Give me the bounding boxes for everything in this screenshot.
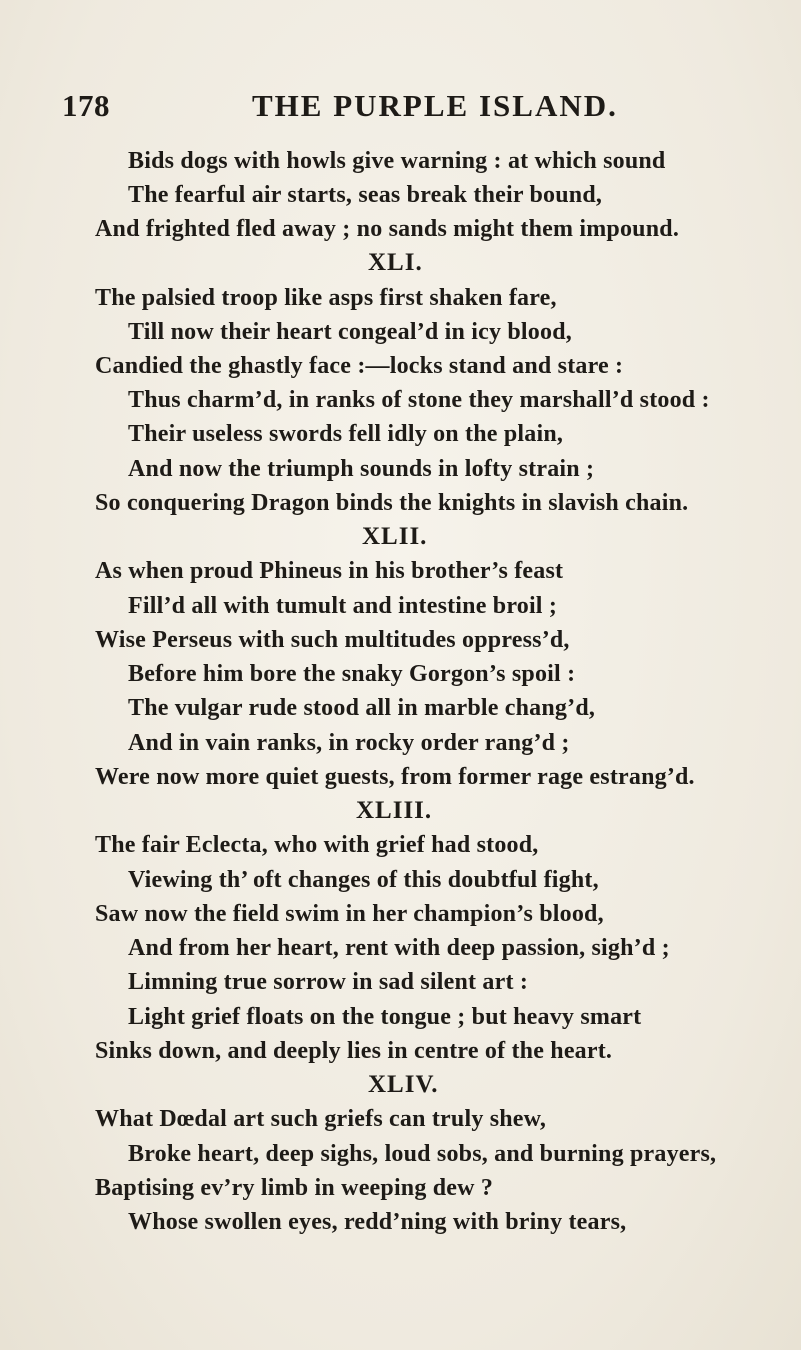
- verse-line: So conquering Dragon binds the knights in slavish chain.: [95, 490, 689, 516]
- verse-line: And from her heart, rent with deep passion, sigh’d ;: [128, 935, 670, 961]
- page-header: [62, 88, 762, 128]
- verse-line: Fill’d all with tumult and intestine broil ;: [128, 593, 558, 619]
- verse-line: Saw now the field swim in her champion’s blood,: [95, 901, 604, 927]
- verse-line: And now the triumph sounds in lofty strain ;: [128, 456, 595, 482]
- verse-line: The vulgar rude stood all in marble chang’d,: [128, 695, 596, 721]
- verse-line: Broke heart, deep sighs, loud sobs, and burning prayers,: [128, 1141, 717, 1167]
- verse-line: Viewing th’ oft changes of this doubtful fight,: [128, 867, 599, 893]
- verse-line: Thus charm’d, in ranks of stone they marshall’d stood :: [128, 387, 710, 413]
- stanza-number: XLI.: [368, 249, 423, 276]
- verse-line: Sinks down, and deeply lies in centre of the heart.: [95, 1038, 613, 1064]
- running-title: THE PURPLE ISLAND.: [252, 88, 618, 123]
- verse-line: Candied the ghastly face :—locks stand and stare :: [95, 353, 624, 379]
- verse-line: What Dœdal art such griefs can truly shew,: [95, 1106, 547, 1132]
- verse-line: The palsied troop like asps first shaken fare,: [95, 285, 557, 311]
- verse-line: The fearful air starts, seas break their bound,: [128, 182, 603, 208]
- stanza-number: XLIII.: [356, 797, 433, 824]
- verse-line: Wise Perseus with such multitudes oppress’d,: [95, 627, 570, 653]
- verse-line: And frighted fled away ; no sands might them impound.: [95, 216, 680, 242]
- stanza-number: XLII.: [362, 523, 428, 550]
- verse-line: Till now their heart congeal’d in icy blood,: [128, 319, 572, 345]
- verse-line: And in vain ranks, in rocky order rang’d ;: [128, 730, 570, 756]
- verse-line: Their useless swords fell idly on the plain,: [128, 421, 564, 447]
- verse-line: Before him bore the snaky Gorgon’s spoil :: [128, 661, 576, 687]
- verse-line: Whose swollen eyes, redd’ning with briny tears,: [128, 1209, 627, 1235]
- verse-line: As when proud Phineus in his brother’s feast: [95, 558, 564, 584]
- page-number: 178: [62, 88, 110, 123]
- verse-line: Were now more quiet guests, from former rage estrang’d.: [95, 764, 695, 790]
- verse-line: Limning true sorrow in sad silent art :: [128, 969, 529, 995]
- verse-line: Baptising ev’ry limb in weeping dew ?: [95, 1175, 494, 1201]
- verse-line: Bids dogs with howls give warning : at which sound: [128, 148, 666, 174]
- verse-line: The fair Eclecta, who with grief had stood,: [95, 832, 539, 858]
- verse-line: Light grief floats on the tongue ; but heavy smart: [128, 1004, 642, 1030]
- stanza-number: XLIV.: [368, 1071, 439, 1098]
